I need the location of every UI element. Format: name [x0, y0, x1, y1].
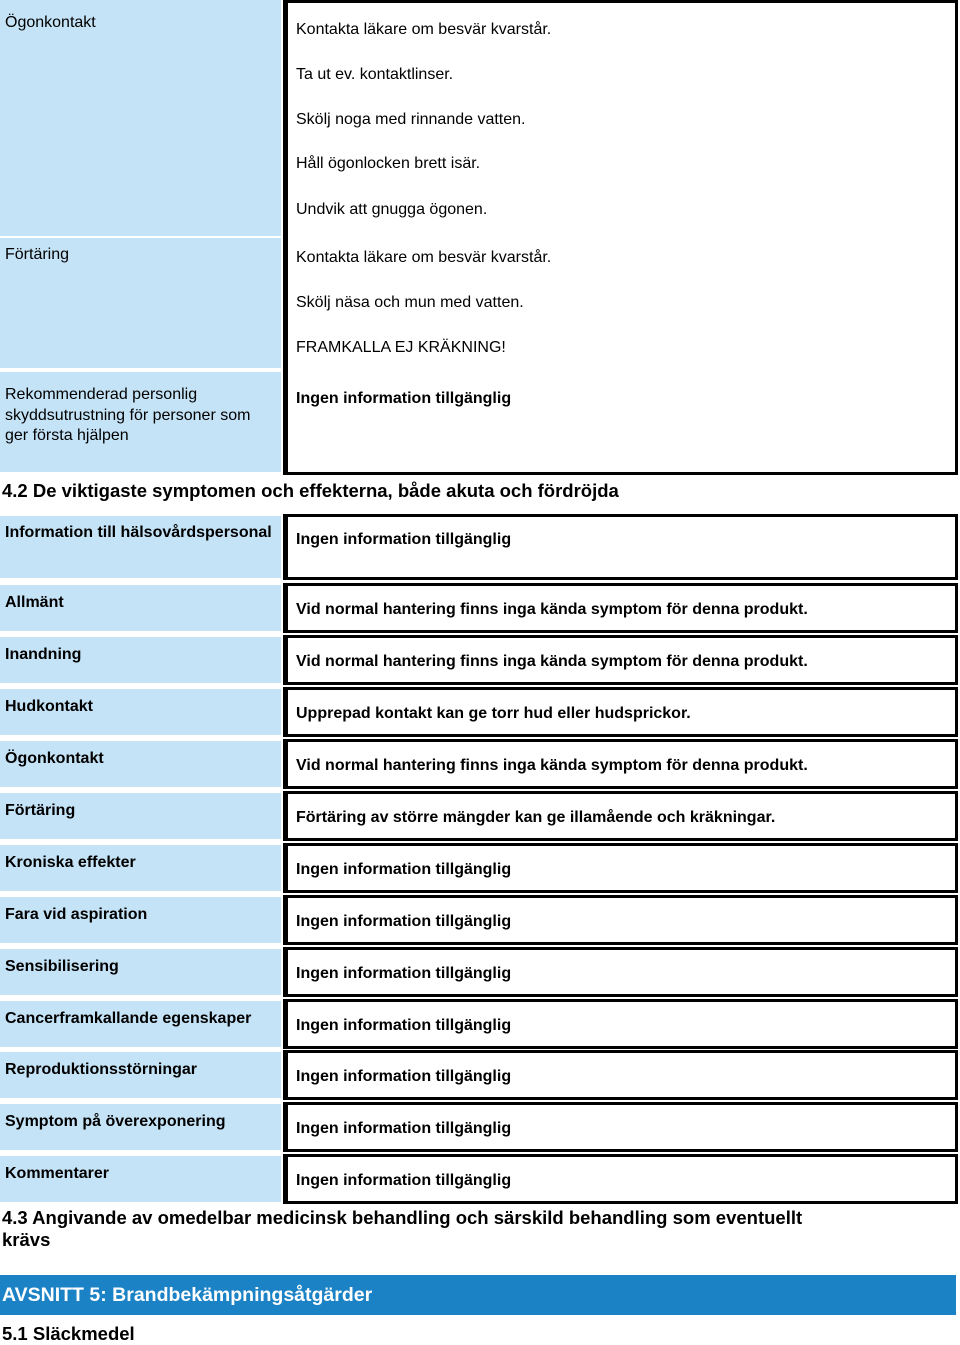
- ingestion-line-1: Kontakta läkare om besvär kvarstår.: [296, 249, 552, 266]
- row-value-cell: [283, 947, 958, 997]
- row-value-cell: [283, 791, 958, 841]
- row-label: Kommentarer: [5, 1165, 110, 1182]
- section-5-title: AVSNITT 5: Brandbekämpningsåtgärder: [2, 1284, 373, 1306]
- row-label: Sensibilisering: [5, 958, 119, 975]
- row-value: Ingen information tillgänglig: [296, 531, 512, 548]
- eye-line-3: Skölj noga med rinnande vatten.: [296, 111, 526, 128]
- eye-line-5: Undvik att gnugga ögonen.: [296, 201, 488, 218]
- row-label-cell: [0, 1001, 281, 1047]
- row-value-cell: [283, 1154, 958, 1204]
- row-value: Ingen information tillgänglig: [296, 965, 512, 982]
- row-value-cell: [283, 583, 958, 633]
- row-value-cell: [283, 999, 958, 1049]
- row-label: Kroniska effekter: [5, 854, 136, 871]
- row-value: Vid normal hantering finns inga kända symptom för denna produkt.: [296, 757, 808, 774]
- section-5-1-heading: 5.1 Släckmedel: [2, 1323, 135, 1344]
- ingestion-label: Förtäring: [5, 246, 70, 263]
- row-value: Ingen information tillgänglig: [296, 1068, 512, 1085]
- row-value-cell: [283, 843, 958, 893]
- eye-contact-value-cell: [283, 0, 958, 236]
- row-value-cell: [283, 895, 958, 945]
- row-value: Vid normal hantering finns inga kända symptom för denna produkt.: [296, 653, 808, 670]
- row-label-cell: [0, 1156, 281, 1202]
- row-value-cell: [283, 635, 958, 685]
- row-value: Ingen information tillgänglig: [296, 1120, 512, 1137]
- row-label: Allmänt: [5, 594, 64, 611]
- row-label-cell: [0, 1104, 281, 1150]
- row-label-cell: [0, 897, 281, 943]
- row-label-cell: [0, 689, 281, 735]
- row-label: Symptom på överexponering: [5, 1113, 226, 1130]
- ingestion-value-cell: [283, 236, 958, 370]
- row-label: Reproduktionsstörningar: [5, 1061, 198, 1078]
- row-label-cell: [0, 845, 281, 891]
- row-label-cell: [0, 793, 281, 839]
- row-label-cell: [0, 949, 281, 995]
- row-label-cell: [0, 1052, 281, 1098]
- eye-contact-label: Ögonkontakt: [5, 14, 96, 31]
- row-label-cell: [0, 741, 281, 787]
- row-label: Ögonkontakt: [5, 750, 104, 767]
- row-label: Information till hälsovårdspersonal: [5, 524, 272, 541]
- row-value: Ingen information tillgänglig: [296, 1017, 512, 1034]
- eye-contact-label-cell: [0, 0, 281, 236]
- ingestion-line-2: Skölj näsa och mun med vatten.: [296, 294, 524, 311]
- ingestion-label-cell: [0, 238, 281, 368]
- row-label-cell: [0, 585, 281, 631]
- eye-line-2: Ta ut ev. kontaktlinser.: [296, 66, 454, 83]
- row-value: Vid normal hantering finns inga kända symptom för denna produkt.: [296, 601, 808, 618]
- row-label: Förtäring: [5, 802, 76, 819]
- row-label-cell: [0, 516, 281, 578]
- row-value: Ingen information tillgänglig: [296, 1172, 512, 1189]
- row-value-cell: [283, 1102, 958, 1152]
- row-label: Inandning: [5, 646, 82, 663]
- row-label: Cancerframkallande egenskaper: [5, 1010, 252, 1027]
- ppe-value-cell: [283, 370, 958, 475]
- row-value: Upprepad kontakt kan ge torr hud eller hudsprickor.: [296, 705, 691, 722]
- ingestion-line-3: FRAMKALLA EJ KRÄKNING!: [296, 339, 506, 356]
- row-value-cell: [283, 739, 958, 789]
- row-label: Hudkontakt: [5, 698, 93, 715]
- row-value-cell: [283, 687, 958, 737]
- eye-line-4: Håll ögonlocken brett isär.: [296, 155, 481, 172]
- row-value: Förtäring av större mängder kan ge illamående och kräkningar.: [296, 809, 776, 826]
- row-value: Ingen information tillgänglig: [296, 861, 512, 878]
- eye-line-1: Kontakta läkare om besvär kvarstår.: [296, 21, 552, 38]
- section-4-2-heading: 4.2 De viktigaste symptomen och effekterna, både akuta och fördröjda: [2, 480, 619, 501]
- ppe-label: Rekommenderad personlig skyddsutrustning för personer som ger första hjälpen: [5, 386, 251, 444]
- section-4-3-heading-line2: krävs: [2, 1229, 51, 1250]
- section-5-bar: [0, 1275, 956, 1315]
- row-label: Fara vid aspiration: [5, 906, 148, 923]
- row-value-cell: [283, 1050, 958, 1100]
- ppe-value: Ingen information tillgänglig: [296, 390, 512, 407]
- section-4-3-heading-line1: 4.3 Angivande av omedelbar medicinsk behandling och särskild behandling som eventuellt: [2, 1207, 803, 1228]
- row-label-cell: [0, 637, 281, 683]
- row-value-cell: [283, 514, 958, 580]
- row-value: Ingen information tillgänglig: [296, 913, 512, 930]
- ppe-label-cell: [0, 372, 281, 472]
